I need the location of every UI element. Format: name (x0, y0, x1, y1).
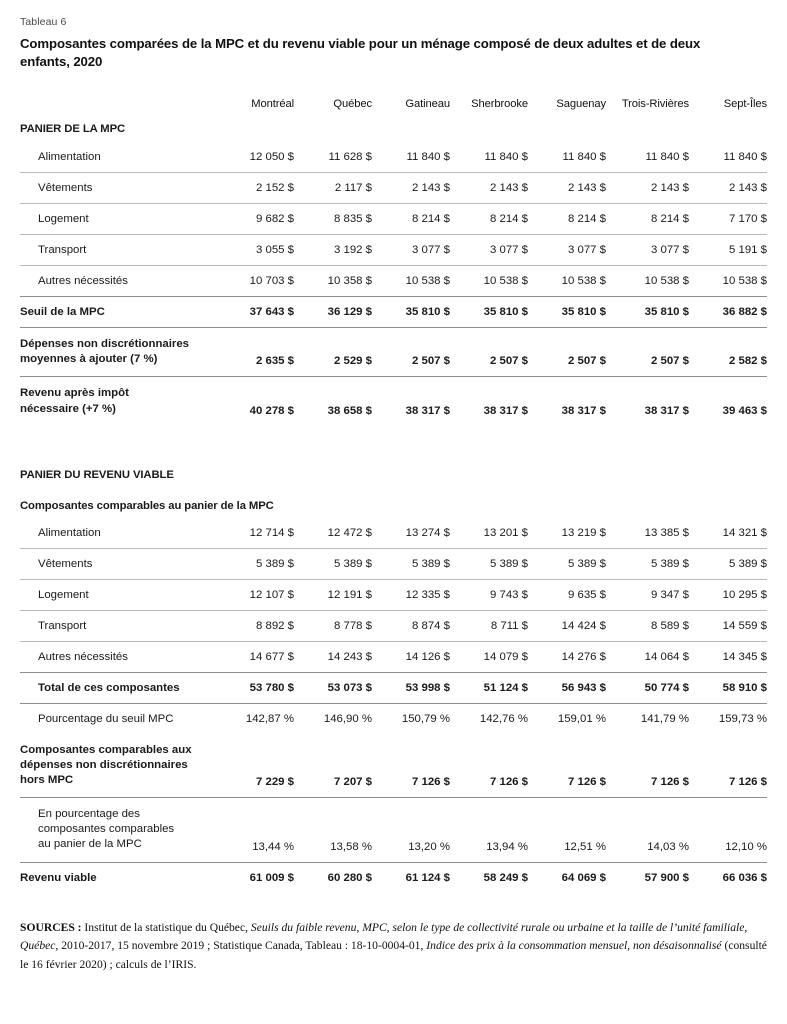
row-label (20, 328, 216, 377)
row-value: 10 538 $ (606, 266, 689, 297)
row-value: 8 874 $ (372, 610, 450, 641)
row-value: 2 507 $ (528, 328, 606, 377)
table-row (20, 703, 767, 734)
row-value: 35 810 $ (450, 297, 528, 328)
row-value: 35 810 $ (528, 297, 606, 328)
row-value: 5 389 $ (450, 548, 528, 579)
row-value: 12 191 $ (294, 579, 372, 610)
row-value: 8 214 $ (606, 204, 689, 235)
row-label: Logement (20, 579, 216, 610)
row-value: 11 840 $ (562, 151, 606, 164)
row-value: 13,58 % (294, 798, 372, 862)
row-label-line3: au panier de la MPC (38, 838, 142, 851)
row-label-line1: Revenu après impôt (20, 387, 129, 400)
table-row (20, 548, 767, 579)
row-label-line2: composantes comparables (38, 823, 175, 836)
row-value: 2 529 $ (294, 328, 372, 377)
row-value: 57 900 $ (606, 862, 689, 893)
row-value: 36 882 $ (689, 297, 767, 328)
row-value: 7 229 $ (255, 776, 294, 789)
row-value: 10 538 $ (450, 266, 528, 297)
row-value: 2 582 $ (689, 328, 767, 377)
row-value: 150,79 % (372, 703, 450, 734)
row-value: 141,79 % (606, 703, 689, 734)
sources-label: SOURCES : (20, 920, 82, 934)
row-value: 159,73 % (689, 703, 767, 734)
table-row (20, 266, 767, 297)
row-value: 10 295 $ (689, 579, 767, 610)
table-row (20, 862, 767, 893)
row-value: 64 069 $ (528, 862, 606, 893)
row-label: Autres nécessités (20, 266, 216, 297)
row-value: 2 143 $ (450, 173, 528, 204)
table-row (20, 173, 767, 204)
row-value: 53 780 $ (216, 672, 294, 703)
row-value: 9 347 $ (606, 579, 689, 610)
row-value: 12,10 % (689, 798, 767, 862)
row-label: Transport (20, 235, 216, 266)
row-value: 36 129 $ (294, 297, 372, 328)
row-value: 8 778 $ (294, 610, 372, 641)
row-label: Vêtements (20, 173, 216, 204)
column-header-saguenay: Saguenay (556, 98, 606, 111)
table-row (20, 377, 767, 426)
row-value: 8 214 $ (372, 204, 450, 235)
table-row (20, 297, 767, 328)
row-value: 2 507 $ (372, 328, 450, 377)
row-value: 40 278 $ (216, 377, 294, 426)
row-value: 14 079 $ (450, 641, 528, 672)
row-value: 9 743 $ (450, 579, 528, 610)
row-value: 5 389 $ (294, 548, 372, 579)
row-value: 14 064 $ (606, 641, 689, 672)
row-value: 11 628 $ (328, 151, 372, 164)
row-value: 10 538 $ (689, 266, 767, 297)
column-header-quebec: Québec (333, 98, 372, 111)
row-value: 13,94 % (450, 798, 528, 862)
row-value: 2 117 $ (294, 173, 372, 204)
row-label (20, 798, 216, 862)
row-value: 10 538 $ (372, 266, 450, 297)
row-value: 14 321 $ (722, 526, 767, 539)
row-value: 5 389 $ (689, 548, 767, 579)
row-value: 7 126 $ (567, 776, 606, 789)
sources-italic-1: Seuils du faible revenu, MPC, selon le type de collectivité rurale ou urbaine et la taille de l’unité familiale, Québec (20, 920, 748, 953)
row-value: 38 658 $ (294, 377, 372, 426)
row-label: Total de ces composantes (20, 672, 216, 703)
row-label: Alimentation (38, 526, 101, 539)
row-value: 2 143 $ (689, 173, 767, 204)
section-header-revenu-viable (20, 456, 767, 488)
row-label: Transport (20, 610, 216, 641)
row-value: 51 124 $ (450, 672, 528, 703)
row-value: 8 892 $ (216, 610, 294, 641)
row-value: 12,51 % (528, 798, 606, 862)
row-value: 12 107 $ (216, 579, 294, 610)
section-header-mpc-label: PANIER DE LA MPC (20, 123, 126, 136)
row-value: 37 643 $ (216, 297, 294, 328)
table-row (20, 672, 767, 703)
row-value: 13 201 $ (483, 526, 528, 539)
sources-italic-2: Indice des prix à la consommation mensuel, non désaisonnalisé (426, 939, 722, 953)
column-header-gatineau: Gatineau (405, 98, 450, 111)
row-value: 39 463 $ (689, 377, 767, 426)
row-value: 14 345 $ (689, 641, 767, 672)
row-label-line2: moyennes à ajouter (7 %) (20, 353, 158, 366)
row-value: 3 077 $ (606, 235, 689, 266)
row-value: 3 077 $ (528, 235, 606, 266)
row-value: 2 143 $ (528, 173, 606, 204)
row-label: Revenu viable (20, 862, 216, 893)
row-label-line2: dépenses non discrétionnaires (20, 758, 188, 771)
row-value: 8 214 $ (528, 204, 606, 235)
column-header-montreal: Montréal (251, 98, 294, 111)
row-value: 61 124 $ (372, 862, 450, 893)
row-value: 5 389 $ (606, 548, 689, 579)
sources-note (20, 919, 768, 975)
row-value: 38 317 $ (528, 377, 606, 426)
row-value: 35 810 $ (372, 297, 450, 328)
row-value: 50 774 $ (606, 672, 689, 703)
row-value: 2 143 $ (606, 173, 689, 204)
row-value: 38 317 $ (450, 377, 528, 426)
table-header-row (20, 98, 767, 110)
row-value: 38 317 $ (372, 377, 450, 426)
row-value: 8 589 $ (606, 610, 689, 641)
row-value: 5 389 $ (216, 548, 294, 579)
row-value: 11 840 $ (406, 151, 450, 164)
row-value: 14,03 % (606, 798, 689, 862)
row-value: 13 274 $ (405, 526, 450, 539)
comparison-table (20, 98, 767, 893)
row-value: 61 009 $ (216, 862, 294, 893)
table-row (20, 734, 767, 798)
row-value: 14 126 $ (372, 641, 450, 672)
row-value: 2 143 $ (372, 173, 450, 204)
row-value: 53 998 $ (372, 672, 450, 703)
row-value: 3 077 $ (450, 235, 528, 266)
row-value: 13 219 $ (561, 526, 606, 539)
header-spacer (20, 98, 216, 110)
row-value: 58 249 $ (450, 862, 528, 893)
row-value: 7 126 $ (411, 776, 450, 789)
table-row (20, 579, 767, 610)
row-value: 12 472 $ (327, 526, 372, 539)
table-row (20, 641, 767, 672)
row-value: 5 389 $ (528, 548, 606, 579)
row-value: 66 036 $ (689, 862, 767, 893)
row-value: 11 840 $ (484, 151, 528, 164)
table-row (20, 610, 767, 641)
row-value: 12 335 $ (372, 579, 450, 610)
row-value: 14 276 $ (528, 641, 606, 672)
table-row (20, 798, 767, 862)
row-value: 3 192 $ (294, 235, 372, 266)
column-header-trois-rivieres: Trois-Rivières (621, 98, 689, 111)
row-value: 142,87 % (216, 703, 294, 734)
row-value: 60 280 $ (294, 862, 372, 893)
row-value: 14 677 $ (216, 641, 294, 672)
row-value: 7 126 $ (489, 776, 528, 789)
row-value: 12 714 $ (249, 526, 294, 539)
subsection-header-comparables-label: Composantes comparables au panier de la MPC (20, 499, 274, 512)
sources-text-part1: Institut de la statistique du Québec, (81, 920, 251, 934)
row-value: 146,90 % (294, 703, 372, 734)
row-label: Logement (20, 204, 216, 235)
row-value: 12 050 $ (249, 151, 294, 164)
row-value: 7 126 $ (728, 776, 767, 789)
row-value: 10 358 $ (294, 266, 372, 297)
row-value: 8 711 $ (450, 610, 528, 641)
row-value: 3 055 $ (216, 235, 294, 266)
row-value: 14 424 $ (528, 610, 606, 641)
row-value: 13,44 % (216, 798, 294, 862)
row-value: 56 943 $ (528, 672, 606, 703)
row-label: Alimentation (38, 151, 101, 164)
row-label-line1: Composantes comparables aux (20, 743, 192, 756)
row-value: 7 126 $ (650, 776, 689, 789)
row-value: 9 635 $ (528, 579, 606, 610)
row-label: Seuil de la MPC (20, 297, 216, 328)
section-gap (20, 426, 767, 456)
row-value: 38 317 $ (606, 377, 689, 426)
row-value: 2 507 $ (606, 328, 689, 377)
row-value: 3 077 $ (372, 235, 450, 266)
table-row (20, 204, 767, 235)
row-value: 5 389 $ (372, 548, 450, 579)
row-label: Autres nécessités (20, 641, 216, 672)
section-header-revenu-viable-label: PANIER DU REVENU VIABLE (20, 468, 174, 481)
row-label-line3: hors MPC (20, 774, 74, 786)
row-value: 13 385 $ (644, 526, 689, 539)
row-value: 2 635 $ (216, 328, 294, 377)
sources-text-part2: , 2010-2017, 15 novembre 2019 ; Statistique Canada, Tableau : 18-10-0004-01, (55, 939, 427, 953)
row-label: Vêtements (20, 548, 216, 579)
row-value: 142,76 % (450, 703, 528, 734)
page-title: Composantes comparées de la MPC et du revenu viable pour un ménage composé de deux adultes et de deux enfants, 2020 (20, 35, 701, 70)
table-row (20, 235, 767, 266)
row-value: 58 910 $ (689, 672, 767, 703)
row-label-line1: En pourcentage des (38, 808, 140, 821)
subsection-header-comparables (20, 488, 767, 518)
table-row (20, 518, 767, 549)
row-value: 5 191 $ (689, 235, 767, 266)
row-value: 2 507 $ (450, 328, 528, 377)
row-value: 7 207 $ (333, 776, 372, 789)
row-label-line1: Dépenses non discrétionnaires (20, 338, 190, 351)
row-value: 11 840 $ (723, 151, 767, 164)
row-value: 14 243 $ (294, 641, 372, 672)
row-value: 10 703 $ (216, 266, 294, 297)
table-row (20, 142, 767, 173)
row-value: 35 810 $ (606, 297, 689, 328)
row-label-line2: nécessaire (+7 %) (20, 402, 116, 415)
row-value: 8 214 $ (450, 204, 528, 235)
row-value: 2 152 $ (216, 173, 294, 204)
row-value: 13,20 % (372, 798, 450, 862)
row-value: 11 840 $ (645, 151, 689, 164)
row-value: 53 073 $ (294, 672, 372, 703)
row-label: Pourcentage du seuil MPC (20, 703, 216, 734)
row-label (20, 734, 216, 798)
column-header-sherbrooke: Sherbrooke (471, 98, 528, 111)
column-header-sept-iles: Sept-Îles (723, 98, 767, 111)
row-value: 159,01 % (528, 703, 606, 734)
row-value: 7 170 $ (689, 204, 767, 235)
row-value: 10 538 $ (528, 266, 606, 297)
row-value: 8 835 $ (294, 204, 372, 235)
row-value: 9 682 $ (216, 204, 294, 235)
row-value: 14 559 $ (689, 610, 767, 641)
table-row (20, 328, 767, 377)
section-header-mpc (20, 110, 767, 142)
table-number-label: Tableau 6 (20, 16, 67, 28)
sources-text-part3: (consulté le 16 février 2020) ; calculs de l’IRIS. (20, 939, 767, 972)
row-label (20, 377, 216, 426)
